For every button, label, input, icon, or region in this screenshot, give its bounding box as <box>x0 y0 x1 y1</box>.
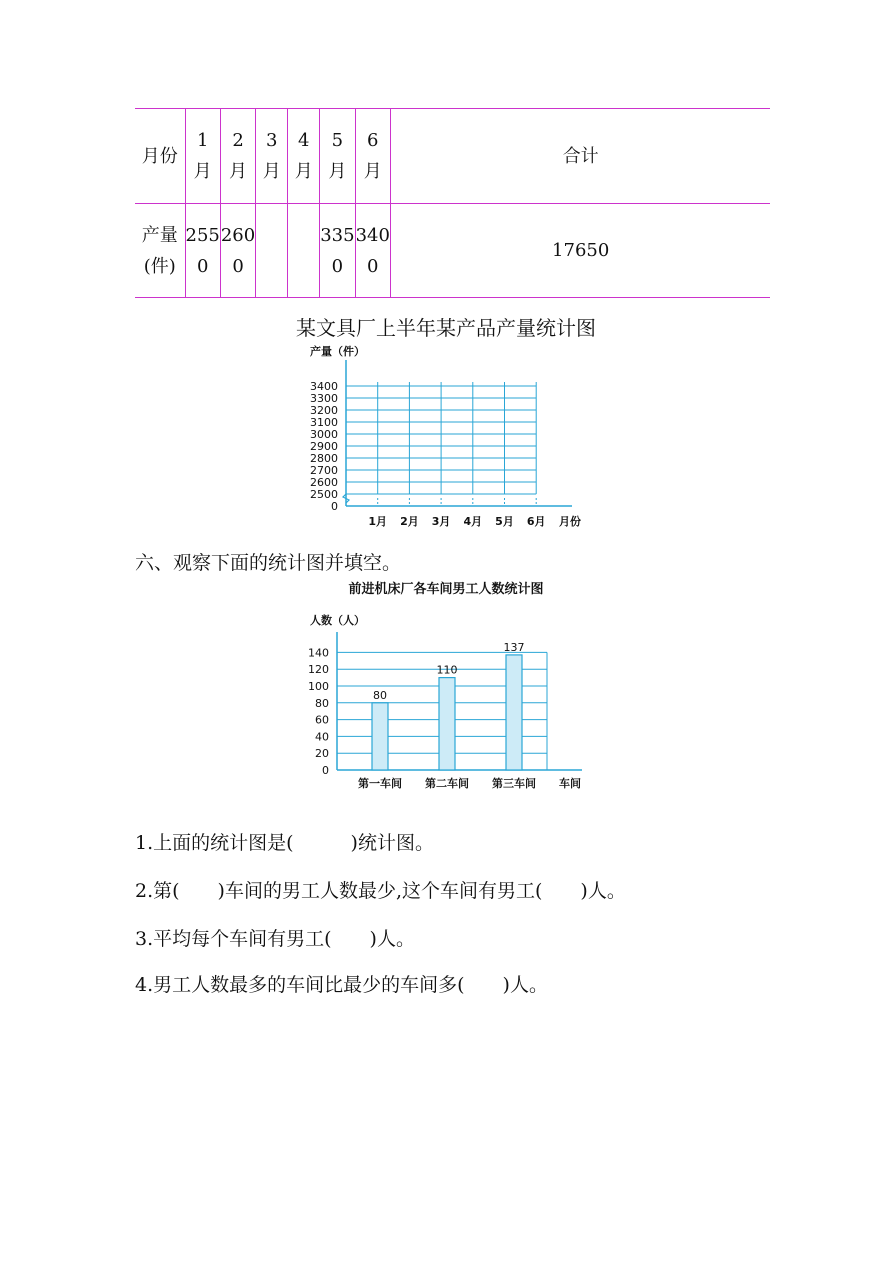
chart2-ytick-label: 140 <box>308 646 329 660</box>
chart2-category-label: 第一车间 <box>358 777 402 790</box>
month-cell-5: 5 月 <box>320 109 355 204</box>
chart1-ylabel: 产量（件） <box>310 345 365 358</box>
chart1-category-label: 2月 <box>400 515 419 528</box>
chart1-xlabel: 月份 <box>559 515 581 528</box>
workshop-chart <box>300 608 600 793</box>
month-header-cell: 月份 <box>135 109 185 204</box>
chart2-ytick-label: 100 <box>308 680 329 693</box>
value-cell-3 <box>256 204 288 298</box>
month-cell-3: 3 月 <box>256 109 288 204</box>
chart2-data-label: 137 <box>503 640 525 654</box>
chart2-bar <box>439 678 455 770</box>
chart2-data-label: 110 <box>436 663 458 677</box>
value-cell-5: 335 0 <box>320 204 355 298</box>
chart1-ytick-label: 3300 <box>310 392 338 405</box>
value-cell-2: 260 0 <box>220 204 255 298</box>
question-4: 4.男工人数最多的车间比最少的车间多( )人。 <box>135 974 548 996</box>
total-header-cell: 合计 <box>390 109 770 204</box>
month-cell-2: 2 月 <box>220 109 255 204</box>
chart1-ytick-label: 2800 <box>310 452 338 465</box>
chart2-ylabel: 人数（人） <box>310 614 365 627</box>
chart2-ytick-label: 80 <box>315 696 329 710</box>
chart1-category-label: 6月 <box>526 515 546 528</box>
row-label-cell: 产量 (件) <box>135 204 185 298</box>
chart2-data-label: 80 <box>373 688 387 702</box>
chart1-category-label: 4月 <box>463 515 483 528</box>
chart2-ytick-label: 20 <box>315 747 329 761</box>
chart1-ytick-label: 2600 <box>310 476 338 489</box>
chart1-ytick-label: 3000 <box>310 428 338 441</box>
chart2-ytick-label: 0 <box>322 764 329 777</box>
total-value-cell: 17650 <box>390 204 770 298</box>
chart1-category-label: 5月 <box>495 515 514 528</box>
month-cell-1: 1 月 <box>185 109 220 204</box>
chart2-bar <box>506 655 522 770</box>
month-cell-4: 4 月 <box>288 109 320 204</box>
chart1-ytick-label: 3100 <box>310 416 338 429</box>
chart1-ytick-label: 2900 <box>310 440 338 453</box>
section-title: 六、观察下面的统计图并填空。 <box>135 552 402 574</box>
question-3: 3.平均每个车间有男工( )人。 <box>135 928 415 950</box>
table-value-row <box>135 204 770 298</box>
value-cell-6: 340 0 <box>355 204 390 298</box>
chart2-ytick-label: 60 <box>315 713 329 727</box>
chart1-title: 某文具厂上半年某产品产量统计图 <box>296 316 596 340</box>
chart2-bar <box>372 703 388 770</box>
production-table <box>135 108 770 298</box>
table-header-row <box>135 109 770 204</box>
chart1-ytick-label: 3400 <box>310 380 338 393</box>
question-2: 2.第( )车间的男工人数最少,这个车间有男工( )人。 <box>135 880 626 902</box>
chart1-ytick-label: 0 <box>331 500 338 513</box>
chart1-category-label: 3月 <box>431 515 451 528</box>
value-cell-1: 255 0 <box>185 204 220 298</box>
chart2-category-label: 第三车间 <box>492 777 536 790</box>
chart2-ytick-label: 40 <box>315 730 329 744</box>
month-cell-6: 6 月 <box>355 109 390 204</box>
chart1-ytick-label: 2700 <box>310 464 338 477</box>
value-cell-4 <box>288 204 320 298</box>
chart1-ytick-label: 2500 <box>310 488 338 501</box>
chart1-ytick-label: 3200 <box>310 404 338 417</box>
chart2-xlabel: 车间 <box>559 777 581 790</box>
chart2-ytick-label: 120 <box>308 663 329 677</box>
chart1-category-label: 1月 <box>368 515 388 528</box>
question-1: 1.上面的统计图是( )统计图。 <box>135 832 434 854</box>
chart2-category-label: 第二车间 <box>425 777 469 790</box>
chart2-title: 前进机床厂各车间男工人数统计图 <box>348 582 544 597</box>
production-chart <box>300 340 600 530</box>
